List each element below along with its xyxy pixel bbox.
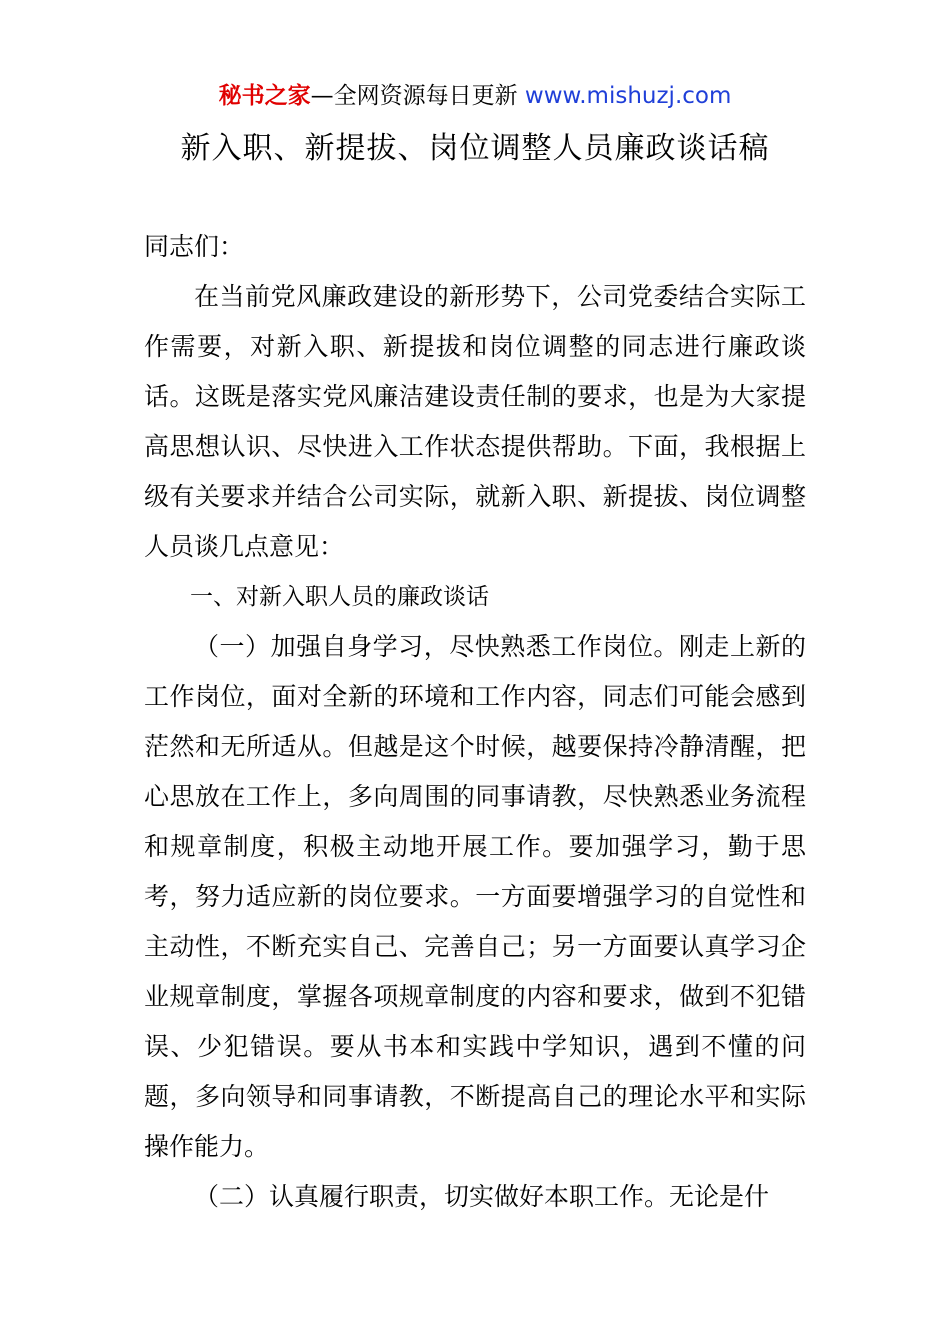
document-body <box>144 222 806 1222</box>
brand-name: 秘书之家 <box>218 83 311 109</box>
paragraph-subsection-2: （二）认真履行职责，切实做好本职工作。无论是什 <box>194 1182 770 1211</box>
site-header <box>0 80 950 112</box>
salutation: 同志们： <box>144 232 245 261</box>
paragraph-subsection-1: （一）加强自身学习，尽快熟悉工作岗位。刚走上新的工作岗位，面对全新的环境和工作内容，同志们可能会感到茫然和无所适从。但越是这个时候，越要保持冷静清醒，把心思放在工作上，多向周围的同事请教，尽快熟悉业务流程和规章制度，积极主动地开展工作。要加强学习，勤于思考，努力适应新的岗位要求。一方面要增强学习的自觉性和主动性，不断充实自己、完善自己；另一方面要认真学习企业规章制度，掌握各项规章制度的内容和要求，做到不犯错误、少犯错误。要从书本和实践中学知识，遇到不懂的问题，多向领导和同事请教，不断提高自己的理论水平和实际操作能力。 <box>144 632 806 1161</box>
paragraph-intro: 在当前党风廉政建设的新形势下，公司党委结合实际工作需要，对新入职、新提拔和岗位调整的同志进行廉政谈话。这既是落实党风廉洁建设责任制的要求，也是为大家提高思想认识、尽快进入工作状态提供帮助。下面，我根据上级有关要求并结合公司实际，就新入职、新提拔、岗位调整人员谈几点意见： <box>144 282 806 561</box>
header-slogan: —全网资源每日更新 <box>310 83 525 109</box>
document-title: 新入职、新提拔、岗位调整人员廉政谈话稿 <box>180 131 770 166</box>
section-heading: 一、对新入职人员的廉政谈话 <box>190 584 489 610</box>
site-url[interactable]: www.mishuzj.com <box>524 83 732 109</box>
